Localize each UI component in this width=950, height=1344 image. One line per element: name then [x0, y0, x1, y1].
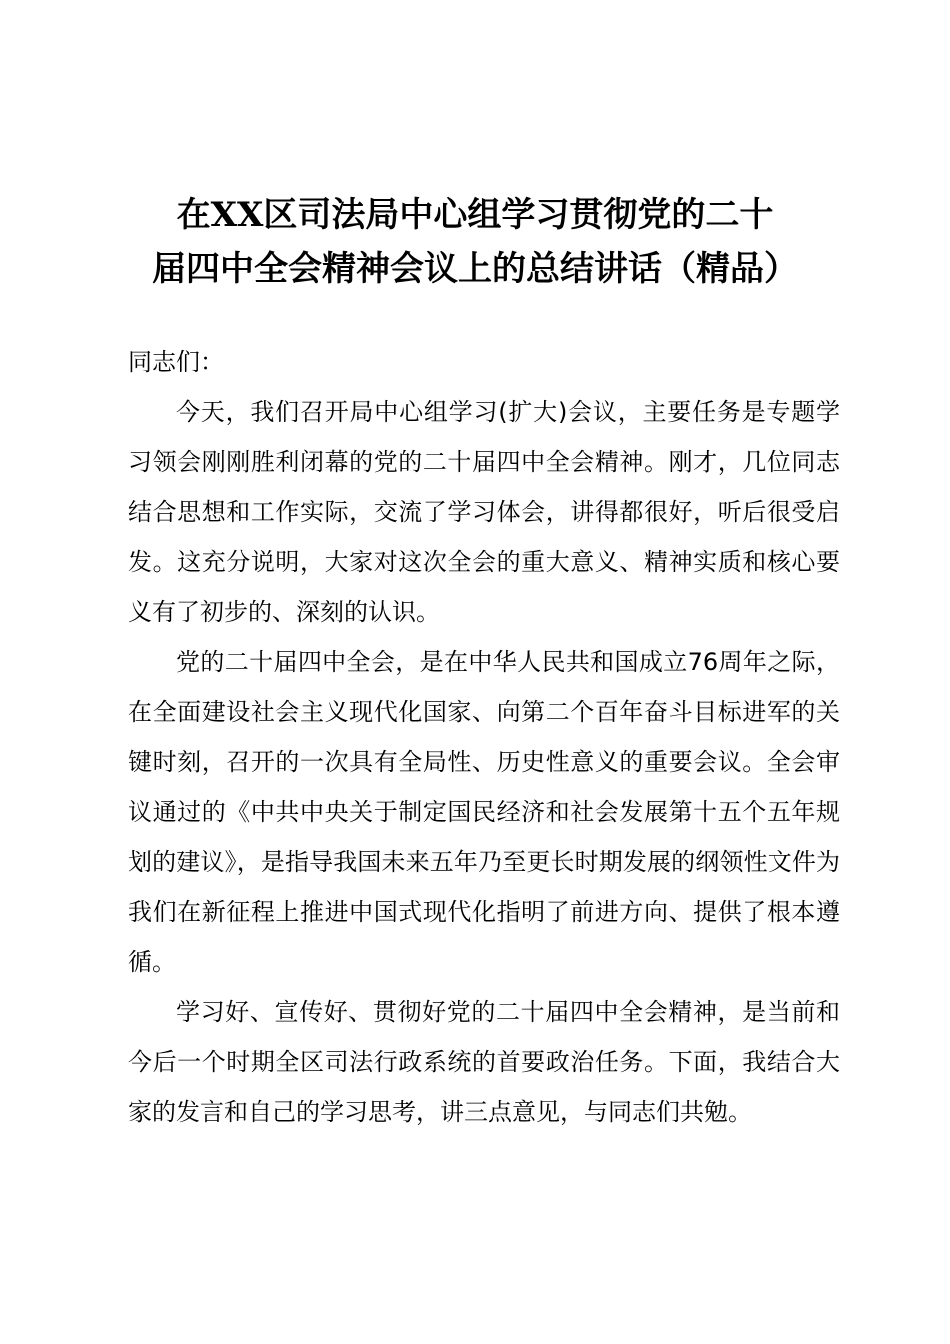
paragraph-1: 今天，我们召开局中心组学习(扩大)会议，主要任务是专题学习领会刚刚胜利闭幕的党的二十届四中全会精神。刚才，几位同志结合思想和工作实际，交流了学习体会，讲得都很好，听后很受启发。这充分说明，大家对这次全会的重大意义、精神实质和核心要义有了初步的、深刻的认识。	[128, 398, 840, 626]
document-title	[120, 188, 830, 296]
paragraph-3: 学习好、宣传好、贯彻好党的二十届四中全会精神，是当前和今后一个时期全区司法行政系统的首要政治任务。下面，我结合大家的发言和自己的学习思考，讲三点意见，与同志们共勉。	[128, 998, 840, 1126]
salutation: 同志们：	[128, 348, 224, 376]
title-line-1: 在XX区司法局中心组学习贯彻党的二十	[176, 195, 774, 235]
document-body	[128, 337, 840, 1137]
paragraph-2: 党的二十届四中全会，是在中华人民共和国成立76周年之际，在全面建设社会主义现代化国家、向第二个百年奋斗目标进军的关键时刻，召开的一次具有全局性、历史性意义的重要会议。全会审议通过的《中共中央关于制定国民经济和社会发展第十五个五年规划的建议》，是指导我国未来五年乃至更长时期发展的纲领性文件为我们在新征程上推进中国式现代化指明了前进方向、提供了根本遵循。	[128, 648, 840, 976]
title-line-2: 届四中全会精神会议上的总结讲话（精品）	[152, 249, 798, 289]
